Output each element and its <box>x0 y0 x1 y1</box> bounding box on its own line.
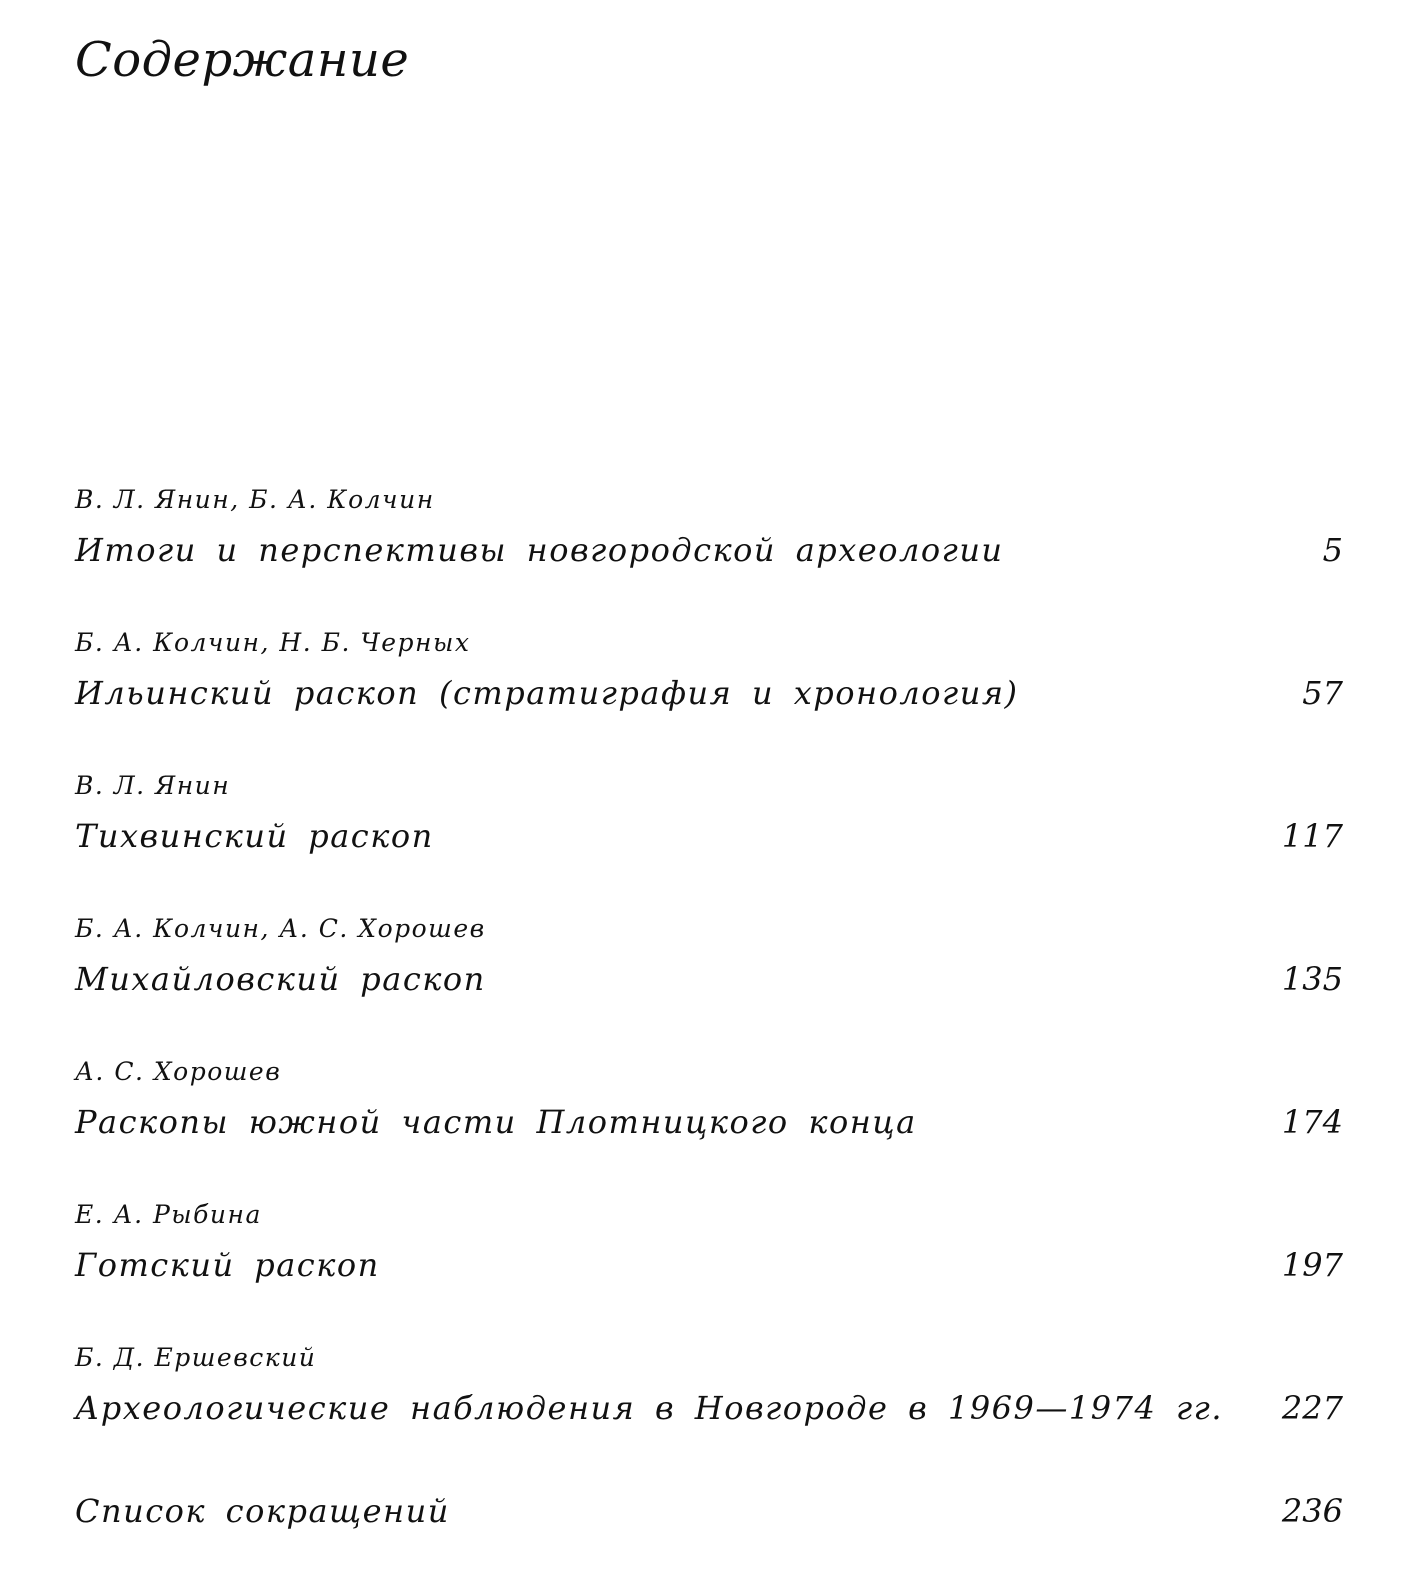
toc-entry-author: Б. А. Колчин, Н. Б. Черных <box>75 628 471 657</box>
toc-entry-title: Археологические наблюдения в Новгороде в 1969—1974 гг. <box>75 1389 1224 1427</box>
toc-entry-author: В. Л. Янин, Б. А. Колчин <box>75 485 435 514</box>
toc-entry <box>75 480 1343 623</box>
toc-entry-page-number: 236 <box>1281 1492 1343 1530</box>
toc-entry-title: Готский раскоп <box>75 1246 380 1284</box>
toc-entry-page-number: 227 <box>1281 1389 1343 1427</box>
toc-entry <box>75 1481 1343 1551</box>
toc-entry-title-row <box>75 1092 1343 1152</box>
toc-entry <box>75 1338 1343 1481</box>
toc-entry-title: Михайловский раскоп <box>75 960 486 998</box>
toc-entry-title-row <box>75 1481 1343 1541</box>
toc-entry-page-number: 57 <box>1302 674 1343 712</box>
toc-entry-title: Итоги и перспективы новгородской археологии <box>75 531 1004 569</box>
toc-entry-author: Б. А. Колчин, А. С. Хорошев <box>75 914 486 943</box>
toc-entry <box>75 1052 1343 1195</box>
toc-entry-title-row <box>75 1235 1343 1295</box>
toc-entry-page-number: 197 <box>1281 1246 1343 1284</box>
toc-entry-page-number: 135 <box>1281 960 1343 998</box>
toc-entry-title: Раскопы южной части Плотницкого конца <box>75 1103 917 1141</box>
toc-entry-author: Б. Д. Ершевский <box>75 1343 317 1372</box>
toc-entry-title: Тихвинский раскоп <box>75 817 434 855</box>
toc-entry-page-number: 174 <box>1281 1103 1343 1141</box>
toc-entry-title-row <box>75 520 1343 580</box>
table-of-contents <box>75 480 1343 1551</box>
toc-entry-title-row <box>75 1378 1343 1438</box>
toc-entry-page-number: 5 <box>1322 531 1343 569</box>
toc-entry-author: А. С. Хорошев <box>75 1057 282 1086</box>
toc-entry-title-row <box>75 949 1343 1009</box>
toc-entry-title: Ильинский раскоп (стратиграфия и хронология) <box>75 674 1019 712</box>
toc-entry-title: Список сокращений <box>75 1492 450 1530</box>
toc-entry-title-row <box>75 806 1343 866</box>
toc-entry <box>75 623 1343 766</box>
toc-entry-title-row <box>75 663 1343 723</box>
toc-entry-author: Е. А. Рыбина <box>75 1200 262 1229</box>
page-title: Содержание <box>75 32 410 88</box>
toc-entry-page-number: 117 <box>1281 817 1343 855</box>
toc-entry-author: В. Л. Янин <box>75 771 231 800</box>
toc-entry <box>75 909 1343 1052</box>
toc-entry <box>75 1195 1343 1338</box>
toc-entry <box>75 766 1343 909</box>
